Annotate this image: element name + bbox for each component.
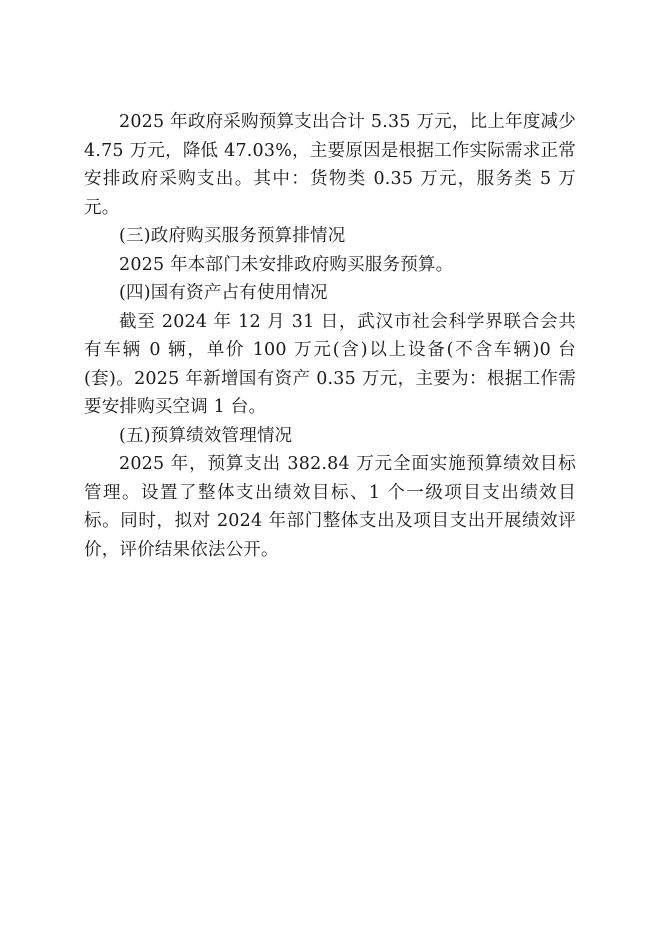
section-heading-state-assets: (四)国有资产占有使用情况 [119,283,328,303]
paragraph-state-assets: 截至 2024 年 12 月 31 日，武汉市社会科学界联合会共有车辆 0 辆，单价 100 万元(含)以上设备(不含车辆)0 台(套)。2025 年新增国有资产 0.35 万元，主要为：根据工作需要安排购买空调 1 台。 [84,311,576,417]
paragraph-performance: 2025 年，预算支出 382.84 万元全面实施预算绩效目标管理。设置了整体支出绩效目标、1 个一级项目支出绩效目标。同时，拟对 2024 年部门整体支出及项目支出开展绩效评价，评价结果依法公开。 [84,454,576,560]
section-heading-purchase-services: (三)政府购买服务预算排情况 [119,226,346,246]
section-heading-performance: (五)预算绩效管理情况 [119,425,293,446]
paragraph-procurement: 2025 年政府采购预算支出合计 5.35 万元，比上年度减少 4.75 万元，降低 47.03%，主要原因是根据工作实际需求正常安排政府采购支出。其中：货物类 0.35 万元，服务类 5 万元。 [84,112,576,218]
document-body [84,108,576,564]
paragraph-purchase-services: 2025 年本部门未安排政府购买服务预算。 [119,254,454,275]
